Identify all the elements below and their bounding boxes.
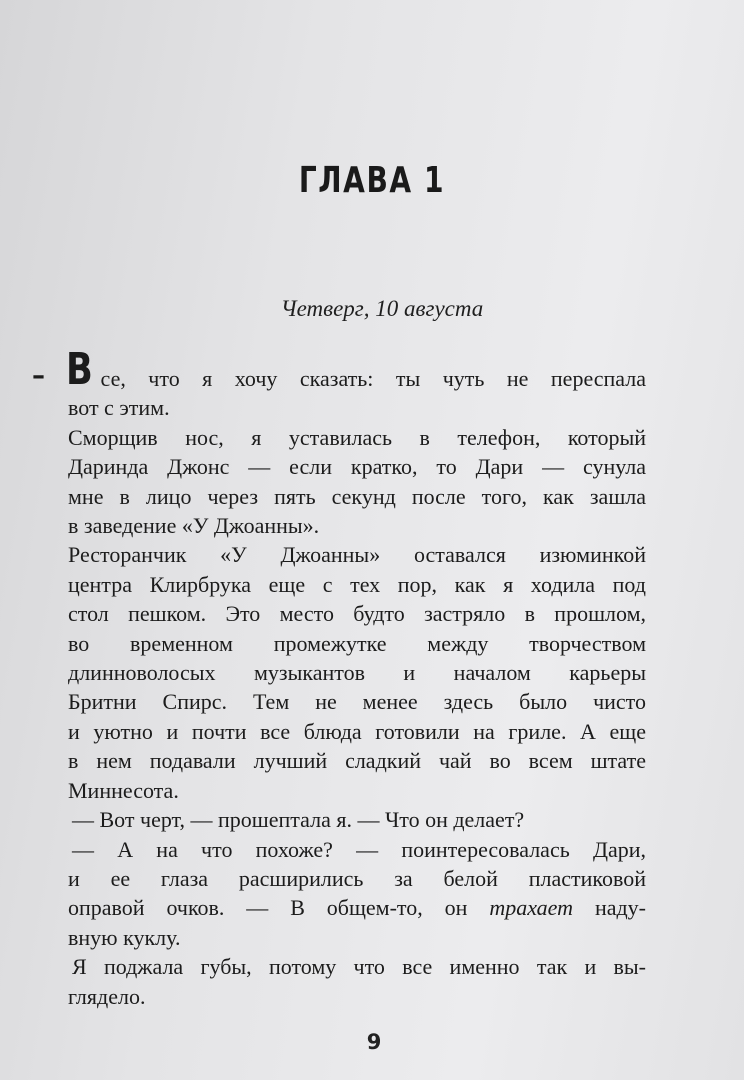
- dropcap-letter: В: [66, 344, 93, 395]
- paragraph-5: [68, 835, 646, 953]
- text-line: стол пешком. Это место будто застряло в прошлом,: [68, 601, 646, 627]
- chapter-title: ГЛАВА 1: [298, 160, 446, 201]
- text-line: и уютно и почти все блюда готовили на гриле. А еще: [68, 718, 646, 744]
- text-line: Я поджала губы, потому что все именно так и вы-: [72, 954, 646, 980]
- text-line: глядело.: [68, 983, 146, 1009]
- text-line: — Вот черт, — прошептала я. — Что он делает?: [72, 807, 525, 833]
- page-number: 9: [366, 1030, 382, 1054]
- emphasis-text: трахает: [489, 895, 574, 921]
- text-line: Бритни Спирс. Тем не менее здесь было чисто: [68, 689, 646, 715]
- text-line: вот с этим.: [68, 395, 170, 421]
- text-line: Ресторанчик «У Джоанны» оставался изюминкой: [68, 542, 646, 568]
- paragraph-4: [68, 805, 646, 834]
- body-text: [32, 344, 647, 1011]
- text-line: [68, 893, 646, 922]
- text-line: вную куклу.: [68, 924, 181, 950]
- paragraph-3: [68, 540, 646, 805]
- text-line: Миннесота.: [68, 777, 179, 803]
- paragraph-1: [32, 344, 646, 423]
- text-line-content: наду-: [573, 895, 647, 921]
- text-line: — А на что похоже? — поинтересовалась Дари,: [72, 836, 646, 862]
- text-line: и ее глаза расширились за белой пластиковой: [68, 865, 646, 891]
- paragraph-2: [68, 423, 646, 541]
- text-line: Даринда Джонс — если кратко, то Дари — сунула: [68, 454, 646, 480]
- text-line-content: оправой очков. — В общем-то, он: [68, 895, 490, 921]
- dropcap-dash: –: [32, 361, 45, 391]
- text-line: в заведение «У Джоанны».: [68, 513, 320, 539]
- text-line: в нем подавали лучший сладкий чай во всем штате: [68, 748, 646, 774]
- chapter-date: Четверг, 10 августа: [280, 296, 484, 321]
- paragraph-6: [68, 952, 646, 1011]
- text-line: центра Клирбрука еще с тех пор, как я ходила под: [68, 571, 646, 597]
- text-line: мне в лицо через пять секунд после того, как зашла: [68, 483, 646, 509]
- text-line: Сморщив нос, я уставилась в телефон, который: [68, 424, 646, 450]
- text-line: во временном промежутке между творчеством: [68, 630, 646, 656]
- text-line: [32, 344, 646, 395]
- text-line: длинноволосых музыкантов и началом карьеры: [68, 660, 646, 686]
- text-line-content: се, что я хочу сказать: ты чуть не переспала: [100, 366, 646, 391]
